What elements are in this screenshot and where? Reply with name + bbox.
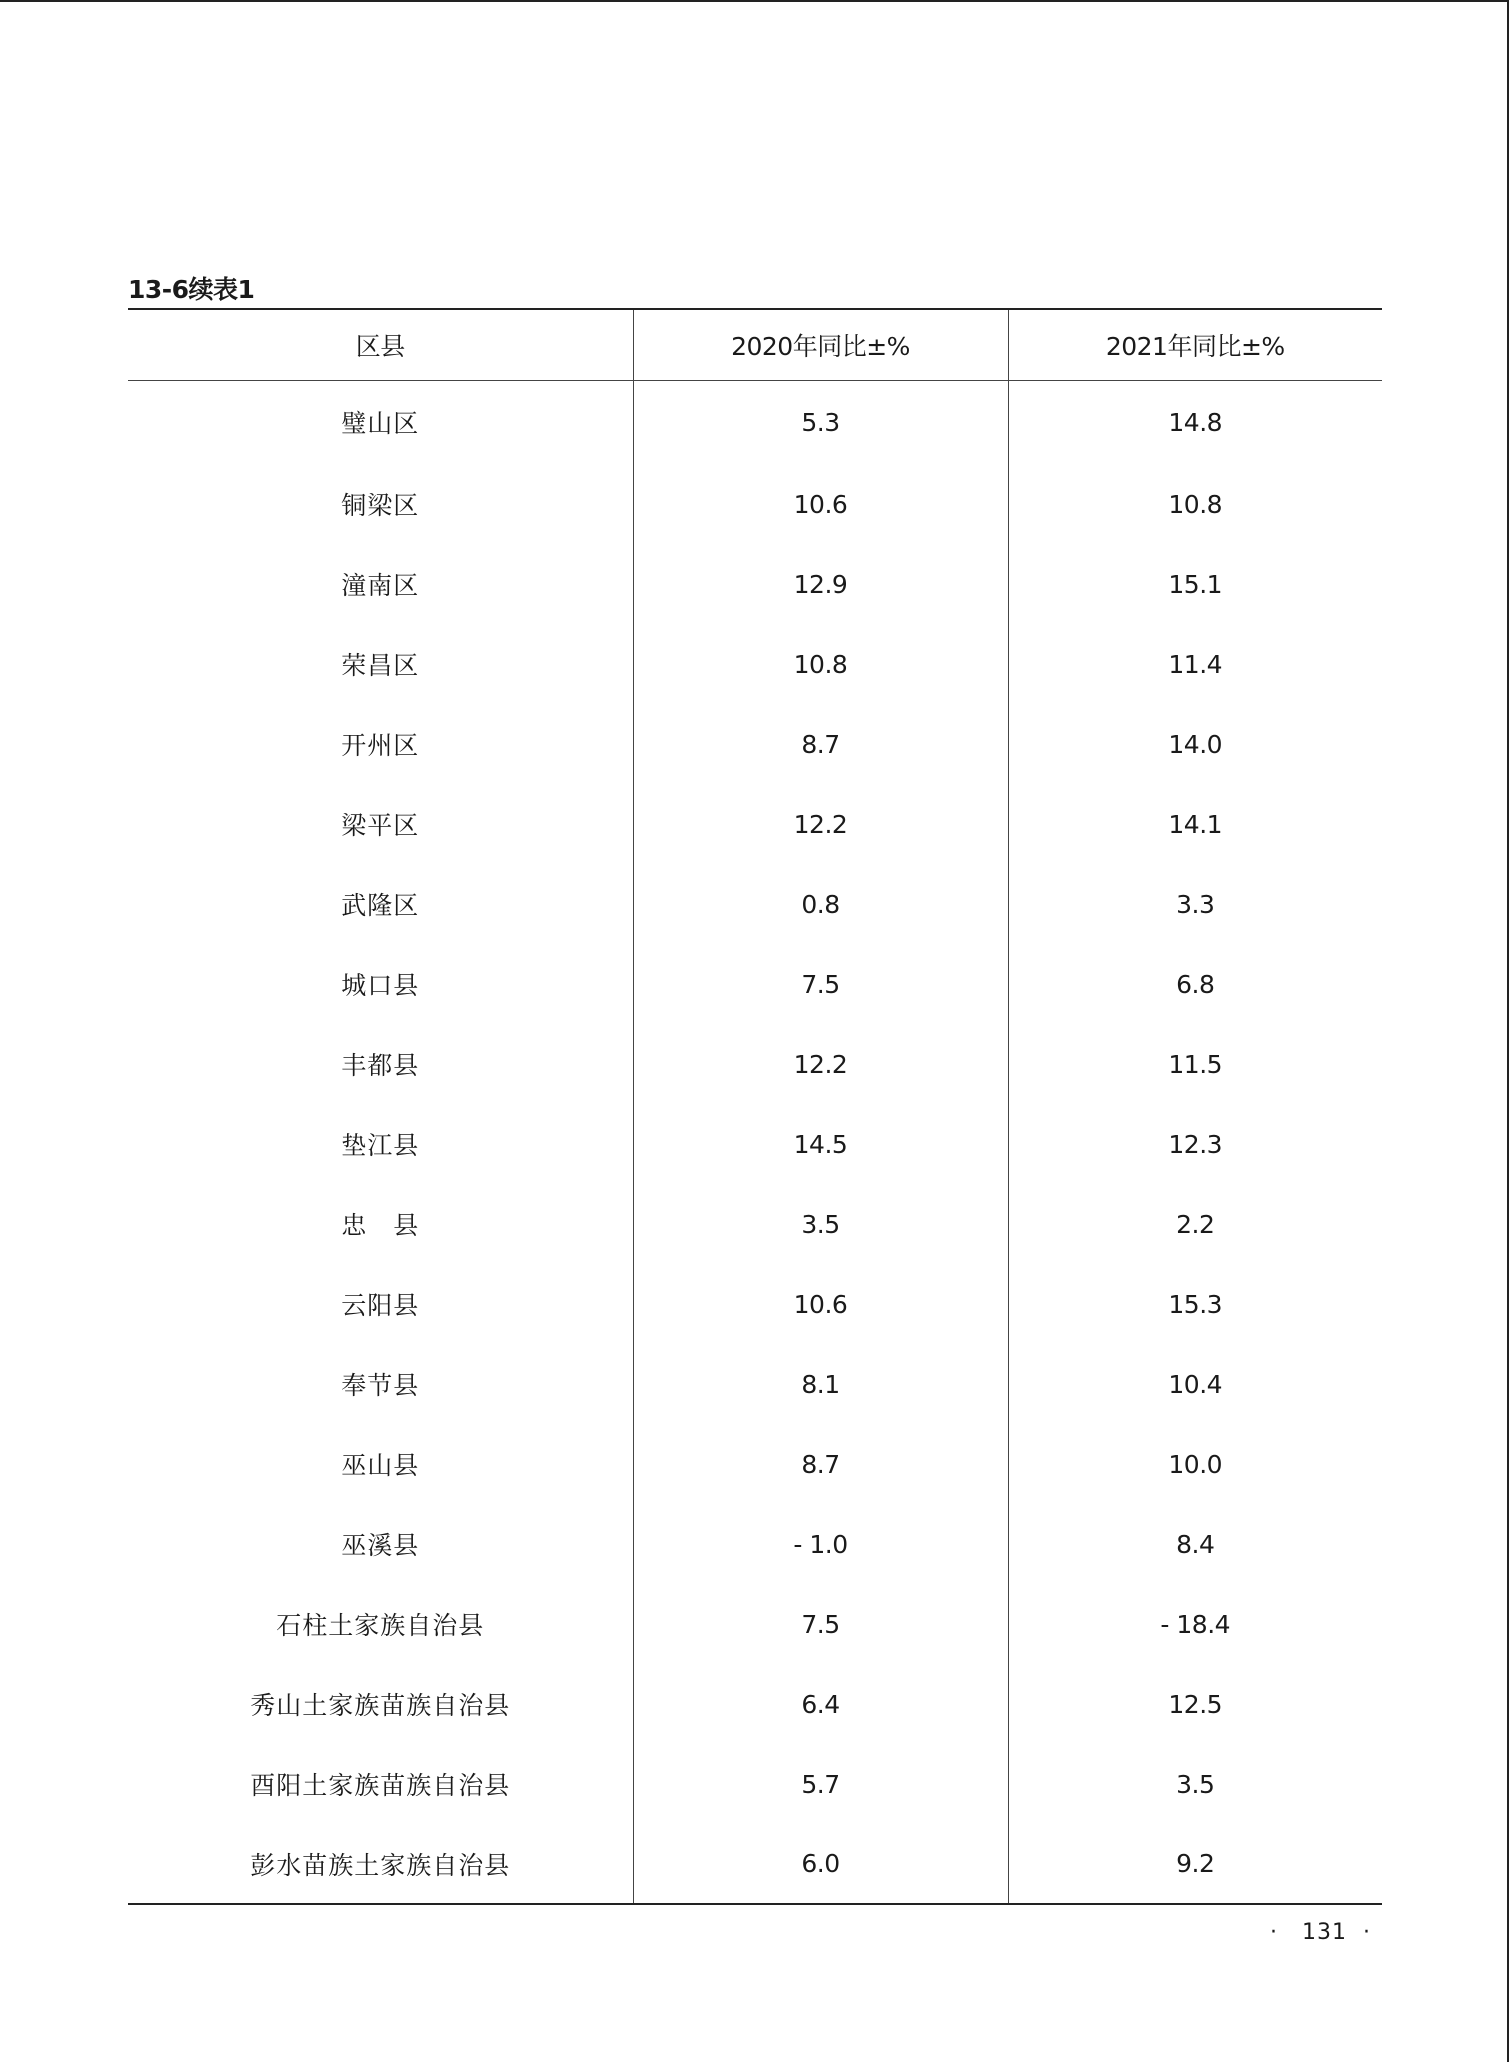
cell-2020-yoy: 8.7	[633, 704, 1008, 784]
header-2020-yoy: 2020年同比±%	[633, 309, 1008, 380]
cell-2021-yoy: - 18.4	[1160, 1609, 1231, 1639]
cell-2020-yoy: 14.5	[633, 1104, 1008, 1184]
table-row	[128, 1824, 1382, 1904]
cell-district-name: 秀山土家族苗族自治县	[128, 1664, 633, 1744]
table-row	[128, 704, 1382, 784]
cell-2020-yoy: 10.6	[633, 464, 1008, 544]
cell-district-name: 忠 县	[128, 1184, 633, 1264]
cell-2020-yoy: 12.9	[633, 544, 1008, 624]
cell-2021-yoy: 9.2	[1008, 1824, 1382, 1904]
cell-2021-yoy: 10.8	[1168, 489, 1223, 519]
table-header-row	[128, 309, 1382, 380]
table-row	[128, 944, 1382, 1024]
page-number: · 131 ·	[1270, 1920, 1371, 1945]
page-top-border	[0, 0, 1509, 2]
cell-district-name: 武隆区	[128, 864, 633, 944]
cell-2021-yoy: 10.4	[1168, 1369, 1223, 1399]
cell-2021-yoy: 2.2	[1176, 1209, 1215, 1239]
table-row	[128, 464, 1382, 544]
cell-2020-yoy: 7.5	[633, 944, 1008, 1024]
cell-district-name: 垫江县	[128, 1104, 633, 1184]
table-row	[128, 544, 1382, 624]
table-row	[128, 1024, 1382, 1104]
cell-district-name: 潼南区	[128, 544, 633, 624]
cell-2020-yoy: 5.7	[633, 1744, 1008, 1824]
cell-district-name: 云阳县	[128, 1264, 633, 1344]
cell-2020-yoy: 5.3	[633, 380, 1008, 464]
cell-district-name: 巫溪县	[128, 1504, 633, 1584]
cell-district-name: 梁平区	[128, 784, 633, 864]
table-row	[128, 864, 1382, 944]
cell-2021-yoy: 15.3	[1168, 1289, 1223, 1319]
table-row	[128, 784, 1382, 864]
table-row	[128, 1104, 1382, 1184]
cell-2021-yoy: 14.1	[1168, 809, 1223, 839]
table-row	[128, 380, 1382, 464]
cell-district-name: 铜梁区	[128, 464, 633, 544]
cell-2020-yoy: 6.0	[633, 1824, 1008, 1904]
cell-2021-yoy: 6.8	[1176, 969, 1215, 999]
table-row	[128, 1664, 1382, 1744]
table-row	[128, 1264, 1382, 1344]
cell-2020-yoy: 6.4	[633, 1664, 1008, 1744]
statistics-table	[128, 308, 1382, 1905]
cell-2021-yoy: 11.4	[1168, 649, 1223, 679]
cell-2021-yoy: 14.0	[1168, 729, 1223, 759]
cell-district-name: 丰都县	[128, 1024, 633, 1104]
table-row	[128, 1344, 1382, 1424]
cell-district-name: 开州区	[128, 704, 633, 784]
cell-2020-yoy: 8.1	[633, 1344, 1008, 1424]
cell-2021-yoy: 15.1	[1168, 569, 1223, 599]
cell-district-name: 石柱土家族自治县	[128, 1584, 633, 1664]
table-title: 13-6续表1	[128, 275, 255, 304]
cell-district-name: 彭水苗族土家族自治县	[128, 1824, 633, 1904]
cell-district-name: 荣昌区	[128, 624, 633, 704]
cell-2020-yoy: 10.8	[633, 624, 1008, 704]
cell-2021-yoy: 12.3	[1168, 1129, 1223, 1159]
table-row	[128, 1504, 1382, 1584]
table-row	[128, 1184, 1382, 1264]
cell-2020-yoy: 3.5	[633, 1184, 1008, 1264]
cell-district-name: 璧山区	[128, 380, 633, 464]
cell-2020-yoy: 12.2	[633, 1024, 1008, 1104]
cell-2021-yoy: 3.5	[1176, 1769, 1215, 1799]
cell-district-name: 酉阳土家族苗族自治县	[128, 1744, 633, 1824]
table-row	[128, 1424, 1382, 1504]
header-district: 区县	[128, 309, 633, 380]
cell-2021-yoy: 10.0	[1168, 1449, 1223, 1479]
table-row	[128, 624, 1382, 704]
cell-2020-yoy: 10.6	[633, 1264, 1008, 1344]
cell-district-name: 巫山县	[128, 1424, 633, 1504]
cell-district-name: 城口县	[128, 944, 633, 1024]
header-2021-yoy: 2021年同比±%	[1008, 309, 1382, 380]
table-row	[128, 1584, 1382, 1664]
cell-2020-yoy: - 1.0	[633, 1504, 1008, 1584]
cell-2021-yoy: 14.8	[1168, 407, 1223, 437]
cell-2020-yoy: 12.2	[633, 784, 1008, 864]
cell-2020-yoy: 0.8	[633, 864, 1008, 944]
cell-2021-yoy: 3.3	[1176, 889, 1215, 919]
cell-district-name: 奉节县	[128, 1344, 633, 1424]
cell-2021-yoy: 8.4	[1176, 1529, 1215, 1559]
cell-2021-yoy: 12.5	[1168, 1689, 1223, 1719]
cell-2021-yoy: 11.5	[1168, 1049, 1223, 1079]
table-body	[128, 380, 1382, 1904]
cell-2020-yoy: 7.5	[633, 1584, 1008, 1664]
table-row	[128, 1744, 1382, 1824]
cell-2020-yoy: 8.7	[633, 1424, 1008, 1504]
